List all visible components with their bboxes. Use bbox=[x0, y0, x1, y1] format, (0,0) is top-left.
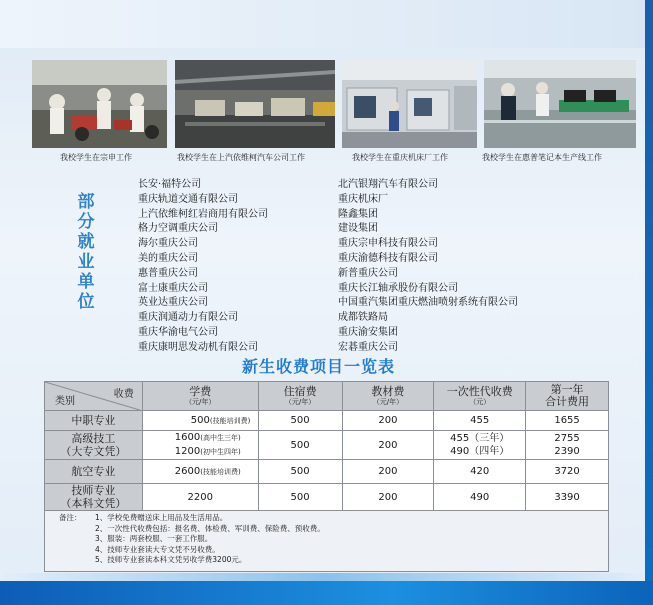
header-onetime bbox=[434, 382, 526, 411]
header-main-label-2: 合计费用 bbox=[545, 395, 590, 408]
company-item: 重庆渝德科技有限公司 bbox=[338, 252, 438, 264]
bottom-decoration-band bbox=[0, 581, 653, 605]
onetime-cell bbox=[434, 431, 526, 460]
photo-caption: 我校学生在上汽依维柯汽车公司工作 bbox=[177, 153, 305, 162]
lodging-cell: 500 bbox=[258, 484, 342, 511]
top-decoration bbox=[0, 0, 653, 48]
notes-label: 备注： bbox=[59, 513, 82, 522]
company-item: 宏碁重庆公司 bbox=[338, 341, 398, 353]
onetime-cell: 420 bbox=[434, 460, 526, 484]
table-row bbox=[45, 431, 609, 460]
header-total bbox=[526, 382, 609, 411]
title-character: 位 bbox=[77, 292, 95, 312]
header-main-label: 教材费 bbox=[371, 384, 405, 398]
header-sub-label: （元） bbox=[469, 397, 491, 406]
header-sub-label: （元/年） bbox=[372, 397, 404, 406]
company-item: 海尔重庆公司 bbox=[138, 238, 198, 250]
company-item: 隆鑫集团 bbox=[338, 208, 378, 220]
fee-table-header-row bbox=[45, 382, 609, 411]
onetime-cell: 455 bbox=[434, 411, 526, 431]
tuition-cell bbox=[142, 460, 258, 484]
table-row bbox=[45, 484, 609, 511]
fee-table-title: 新生收费项目一览表 bbox=[242, 357, 396, 376]
company-item: 成都铁路局 bbox=[338, 312, 388, 324]
note-item: 2、一次性代收费包括：报名费、体检费、军训费、保险费、预收费。 bbox=[95, 523, 325, 533]
tuition-cell: 2200 bbox=[142, 484, 258, 511]
bottom-decoration-glow bbox=[0, 573, 653, 581]
company-item: 重庆润通动力有限公司 bbox=[138, 312, 238, 324]
company-item: 惠普重庆公司 bbox=[138, 267, 198, 279]
row-category: 中职专业 bbox=[45, 411, 143, 431]
onetime-cell: 490 bbox=[434, 484, 526, 511]
company-item: 新普重庆公司 bbox=[338, 267, 398, 279]
lodging-cell: 500 bbox=[258, 431, 342, 460]
header-books bbox=[342, 382, 434, 411]
category-line: （大专文凭） bbox=[60, 445, 127, 458]
total-cell: 3720 bbox=[526, 460, 609, 484]
photo-motorcycle-assembly bbox=[32, 60, 167, 148]
tuition-cell bbox=[142, 411, 258, 431]
company-item: 英业达重庆公司 bbox=[138, 297, 208, 309]
tuition-note: (技能培训费) bbox=[209, 417, 251, 425]
header-main-label: 学费 bbox=[189, 384, 212, 398]
total-line: 2390 bbox=[554, 446, 580, 457]
photo-laptop-production bbox=[484, 60, 636, 148]
photo-car-assembly bbox=[175, 60, 335, 148]
lodging-cell: 500 bbox=[258, 411, 342, 431]
company-item: 重庆康明思发动机有限公司 bbox=[138, 341, 258, 353]
table-row bbox=[45, 460, 609, 484]
table-row bbox=[45, 411, 609, 431]
tuition-value: 1600 bbox=[174, 432, 201, 443]
tuition-value: 1200 bbox=[174, 446, 201, 457]
header-lodging bbox=[258, 382, 342, 411]
company-item: 上汽依维柯红岩商用有限公司 bbox=[138, 208, 268, 220]
photo-caption: 我校学生在惠普笔记本生产线工作 bbox=[482, 153, 602, 162]
note-item: 5、技师专业套读本科文凭另收学费3200元。 bbox=[95, 555, 247, 564]
fee-notes bbox=[44, 510, 609, 572]
note-item: 1、学校免费赠送床上用品及生活用品。 bbox=[95, 513, 228, 522]
corner-top-label: 收费 bbox=[113, 389, 134, 400]
tuition-value: 500 bbox=[190, 415, 210, 426]
total-cell: 1655 bbox=[526, 411, 609, 431]
title-character: 单 bbox=[77, 272, 95, 292]
company-item: 中国重汽集团重庆燃油喷射系统有限公司 bbox=[338, 297, 518, 309]
note-item: 4、技师专业套读大专文凭不另收费。 bbox=[95, 544, 220, 554]
header-main-label: 一次性代收费 bbox=[446, 384, 513, 398]
total-line: 2755 bbox=[554, 433, 580, 444]
category-line: （本科文凭） bbox=[60, 497, 127, 510]
company-item: 重庆轨道交通有限公司 bbox=[138, 193, 238, 205]
company-item: 建设集团 bbox=[338, 223, 378, 235]
row-category: 航空专业 bbox=[45, 460, 143, 484]
onetime-line: 490（四年） bbox=[450, 446, 510, 457]
title-character: 业 bbox=[77, 252, 95, 272]
header-main-label: 第一年 bbox=[550, 383, 584, 396]
title-character: 部 bbox=[77, 192, 95, 212]
companies-list-left bbox=[138, 178, 268, 356]
tuition-cell bbox=[142, 431, 258, 460]
tuition-note: (初中生四年) bbox=[200, 448, 241, 456]
company-item: 富士康重庆公司 bbox=[138, 282, 208, 294]
company-item: 格力空调重庆公司 bbox=[138, 223, 218, 235]
books-cell: 200 bbox=[342, 460, 434, 484]
total-cell bbox=[526, 431, 609, 460]
photo-strip bbox=[32, 60, 636, 170]
company-item: 重庆渝安集团 bbox=[338, 326, 398, 338]
title-character: 就 bbox=[77, 232, 95, 252]
books-cell: 200 bbox=[342, 484, 434, 511]
company-item: 重庆长江轴承股份有限公司 bbox=[338, 282, 458, 294]
tuition-note: (技能培训费) bbox=[200, 468, 241, 476]
company-item: 重庆宗申科技有限公司 bbox=[338, 238, 438, 250]
header-sub-label: （元/年） bbox=[284, 397, 316, 406]
category-line: 技师专业 bbox=[71, 484, 116, 497]
books-cell: 200 bbox=[342, 431, 434, 460]
notes-list bbox=[95, 513, 325, 566]
right-edge-decoration bbox=[645, 0, 653, 605]
title-character: 分 bbox=[77, 212, 95, 232]
row-category bbox=[45, 484, 143, 511]
category-line: 高级技工 bbox=[71, 432, 116, 445]
company-item: 重庆华渝电气公司 bbox=[138, 326, 218, 338]
company-item: 美的重庆公司 bbox=[138, 252, 198, 264]
row-category bbox=[45, 431, 143, 460]
header-sub-label: （元/年） bbox=[185, 397, 216, 406]
note-item: 3、服装：两套校服、一套工作服。 bbox=[95, 534, 213, 543]
tuition-value: 2600 bbox=[174, 466, 201, 477]
photo-machine-tools bbox=[342, 60, 477, 148]
lodging-cell: 500 bbox=[258, 460, 342, 484]
company-item: 北汽银翔汽车有限公司 bbox=[338, 179, 438, 190]
onetime-line: 455（三年） bbox=[450, 433, 510, 444]
books-cell: 200 bbox=[342, 411, 434, 431]
companies-section-title bbox=[74, 192, 98, 312]
company-item: 重庆机床厂 bbox=[338, 193, 388, 205]
total-cell: 3390 bbox=[526, 484, 609, 511]
tuition-note: (高中生三年) bbox=[200, 434, 241, 442]
companies-list-right bbox=[338, 178, 518, 356]
header-tuition bbox=[142, 382, 258, 411]
company-item: 长安·福特公司 bbox=[138, 179, 202, 190]
photo-caption: 我校学生在宗申工作 bbox=[60, 153, 132, 162]
corner-header-cell bbox=[45, 382, 143, 411]
fee-table bbox=[44, 381, 609, 511]
corner-bottom-label: 类别 bbox=[55, 396, 75, 407]
photo-caption: 我校学生在重庆机床厂工作 bbox=[352, 153, 448, 162]
header-main-label: 住宿费 bbox=[283, 384, 317, 398]
